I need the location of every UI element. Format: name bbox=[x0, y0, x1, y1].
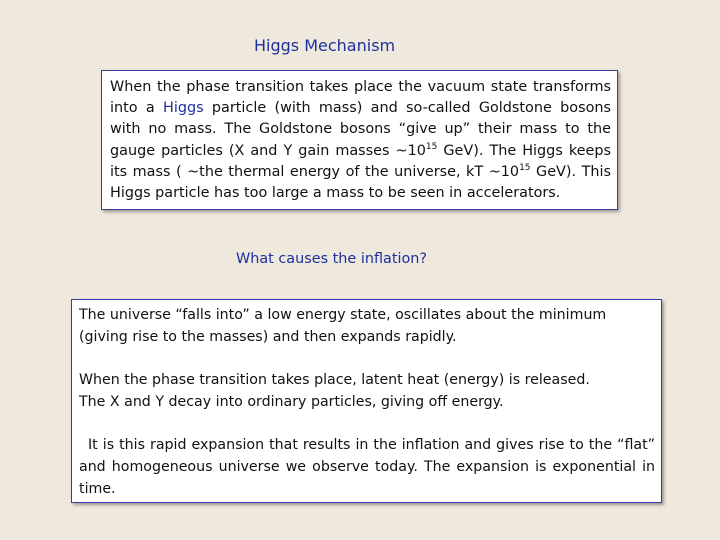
paragraph-phase-transition bbox=[79, 369, 655, 414]
paragraph-rapid-expansion: It is this rapid expansion that results in the inflation and gives rise to the “flat” and homogeneous universe we observe today. The expansion is exponential in time. bbox=[79, 436, 655, 498]
exponent: 15 bbox=[519, 162, 531, 173]
exponent: 15 bbox=[425, 141, 438, 152]
text-segment: GeV). This Higgs particle has too large a mass to be seen in accelerators. bbox=[110, 163, 611, 202]
inflation-textbox bbox=[71, 299, 662, 503]
higgs-mechanism-textbox bbox=[101, 70, 618, 210]
line-x-y-decay: The X and Y decay into ordinary particles, giving off energy. bbox=[79, 394, 504, 411]
inflation-question-heading: What causes the inflation? bbox=[236, 251, 428, 267]
higgs-mechanism-paragraph bbox=[110, 77, 611, 204]
text-segment: GeV). The Higgs keeps its mass ( ~the thermal energy of the universe, kT ~10 bbox=[110, 142, 611, 180]
slide-title: Higgs Mechanism bbox=[254, 36, 396, 55]
text-segment: particle (with mass) and so-called Goldstone bosons with no mass. The Goldstone bosons “give up” their mass to the gauge particles (X and Y gain masses ~10 bbox=[110, 100, 611, 159]
line-latent-heat: When the phase transition takes place, latent heat (energy) is released. bbox=[79, 371, 590, 388]
paragraph-falls-into: The universe “falls into” a low energy state, oscillates about the minimum (giving rise to the masses) and then expands rapidly. bbox=[79, 307, 607, 346]
text-segment: When the phase transition takes place the vacuum state transforms into a bbox=[110, 79, 611, 117]
higgs-highlight: Higgs bbox=[163, 100, 204, 117]
